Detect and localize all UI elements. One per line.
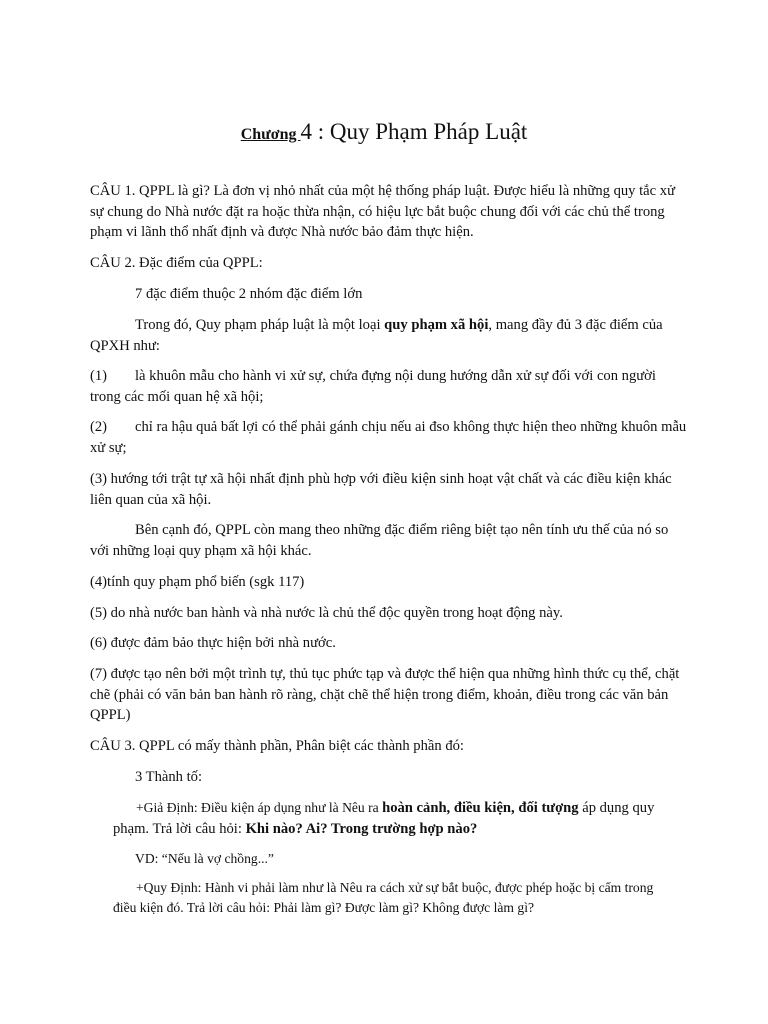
- question-1: CÂU 1. QPPL là gì? Là đơn vị nhỏ nhất của một hệ thống pháp luật. Được hiểu là những quy tắc xử sự chung do Nhà nước đặt ra hoặc thừa nhận, có hiệu lực bắt buộc chung đối với các chủ thể trong phạm vi lãnh thổ nhất định và được Nhà nước bảo đảm thực hiện.: [90, 183, 675, 240]
- q2-paragraph-b: Bên cạnh đó, QPPL còn mang theo những đặc điểm riêng biệt tạo nên tính ưu thế của nó so với những loại quy phạm xã hội khác.: [90, 522, 669, 559]
- q3-gia-dinh-start: +Giả Định: Điều kiện áp dụng như là Nêu ra: [136, 800, 383, 815]
- chapter-word: Chương: [240, 126, 301, 143]
- q2-para-a-bold: quy phạm xã hội: [384, 317, 489, 333]
- q3-gia-dinh-bold: hoàn cảnh, điều kiện, đối tượng: [382, 800, 579, 816]
- q2-item-2-num: (2): [90, 419, 108, 435]
- q3-quy-dinh: +Quy Định: Hành vi phải làm như là Nêu ra cách xử sự bắt buộc, được phép hoặc bị cấm trong điều kiện đó. Trả lời câu hỏi: Phải làm gì? Được làm gì? Không được làm gì?: [113, 880, 654, 915]
- q2-item-1: [90, 366, 690, 407]
- q3-gia-dinh-bold2: Khi nào? Ai? Trong trường hợp nào?: [245, 820, 478, 837]
- q2-para-a-start: Trong đó, Quy phạm pháp luật là một loại: [135, 317, 385, 333]
- question-2-heading: CÂU 2. Đặc điểm của QPPL:: [90, 255, 263, 271]
- q2-item-7: (7) được tạo nên bởi một trình tự, thủ tục phức tạp và được thể hiện qua những hình thức cụ thể, chặt chẽ (phải có văn bản ban hành rõ ràng, chặt chẽ thể hiện trong điểm, khoản, điều trong các văn bản QPPL): [90, 666, 680, 723]
- q3-gia-dinh-mid: áp dụng quy phạm. Trả lời câu hỏi:: [113, 800, 655, 837]
- q2-item-6: (6) được đảm bảo thực hiện bởi nhà nước.: [90, 635, 336, 651]
- q2-item-4: (4)tính quy phạm phổ biến (sgk 117): [90, 574, 305, 590]
- question-3-heading: CÂU 3. QPPL có mấy thành phần, Phân biệt các thành phần đó:: [90, 738, 464, 754]
- q2-item-5: (5) do nhà nước ban hành và nhà nước là chủ thể độc quyền trong hoạt động này.: [90, 605, 563, 621]
- q2-item-1-num: (1): [90, 368, 108, 384]
- q3-gia-dinh: [113, 798, 673, 839]
- q2-item-2: [90, 417, 690, 458]
- q2-para-a-end: , mang đầy đủ 3 đặc điểm của QPXH như:: [90, 317, 663, 354]
- q2-paragraph-a: [90, 315, 690, 356]
- chapter-title: 4 : Quy Phạm Pháp Luật: [300, 119, 528, 144]
- page-title: [0, 117, 768, 150]
- q2-intro-line: 7 đặc điểm thuộc 2 nhóm đặc điểm lớn: [135, 286, 363, 302]
- q3-example: VD: “Nếu là vợ chồng...”: [135, 851, 274, 866]
- q2-item-1-text: là khuôn mẫu cho hành vi xử sự, chứa đựng nội dung hướng dẫn xử sự đối với con người trong các mối quan hệ xã hội;: [90, 368, 656, 405]
- q2-item-2-text: chỉ ra hậu quả bất lợi có thể phải gánh chịu nếu ai đso không thực hiện theo những khuôn mẫu xử sự;: [90, 419, 687, 456]
- q2-item-3: (3) hướng tới trật tự xã hội nhất định phù hợp với điều kiện sinh hoạt vật chất và các điều kiện khác liên quan của xã hội.: [90, 471, 672, 508]
- q3-intro-line: 3 Thành tố:: [135, 769, 203, 785]
